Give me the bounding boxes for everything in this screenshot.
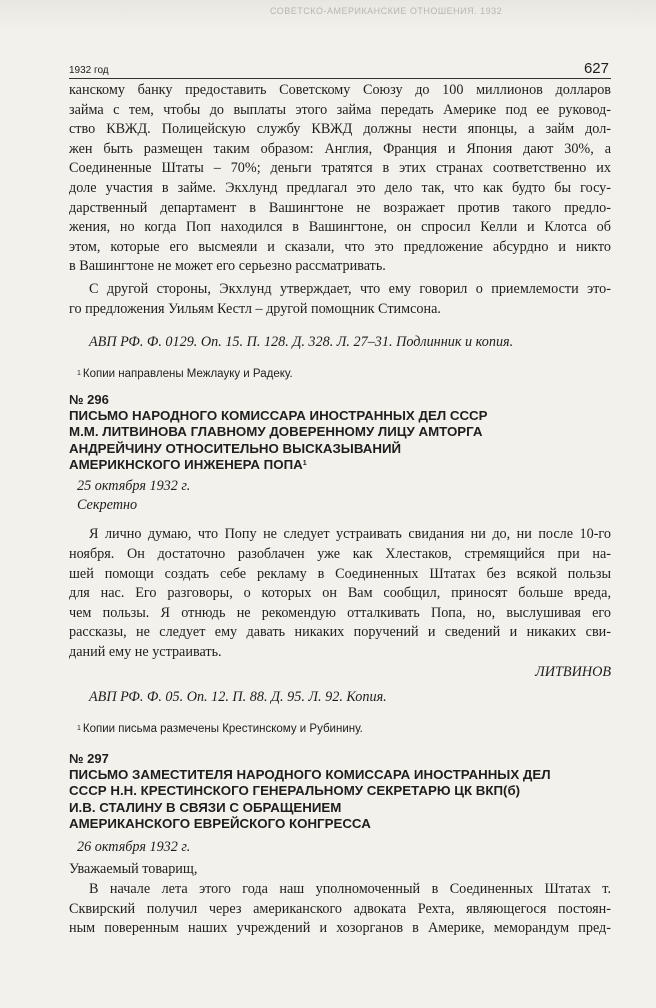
text-line: шей помощи создать себе рекламу в Соединенных Штатах без всякой пользы xyxy=(69,565,611,582)
title-line xyxy=(69,457,611,473)
text-line: ство КВЖД. Полицейскую службу КВЖД должны нести японцы, а займ дол- xyxy=(69,121,611,138)
text-line: дарственный департамент в Вашингтоне не возражает против такого предло- xyxy=(69,199,611,216)
document-number: № 296 xyxy=(69,391,109,407)
letter-body xyxy=(69,525,611,662)
paragraph xyxy=(69,280,611,319)
letter-body xyxy=(69,880,611,939)
footnote-text: Копии направлены Межлауку и Радеку. xyxy=(82,367,293,380)
footnote xyxy=(69,722,611,737)
text-line: даний ему не устраивать. xyxy=(69,643,222,660)
title-line: ПИСЬМО ЗАМЕСТИТЕЛЯ НАРОДНОГО КОМИССАРА ИНОСТРАННЫХ ДЕЛ xyxy=(69,766,551,782)
title-line: И.В. СТАЛИНУ В СВЯЗИ С ОБРАЩЕНИЕМ xyxy=(69,799,342,815)
title-line: АНДРЕЙЧИНУ ОТНОСИТЕЛЬНО ВЫСКАЗЫВАНИЙ xyxy=(69,440,402,456)
page-number: 627 xyxy=(583,60,609,77)
text-line: жения, но когда Поп находился в Вашингтоне, он спросил Келли и Клотса об xyxy=(69,219,611,236)
document-date: 26 октября 1932 г. xyxy=(77,839,191,856)
text-line: этом, которые его высмеяли и сказали, что это предложение абсурдно и никто xyxy=(69,238,611,255)
continued-paragraph xyxy=(69,81,611,277)
text-line: канскому банку предоставить Советскому Союзу до 100 миллионов долларов xyxy=(69,82,611,98)
page-content xyxy=(69,81,611,939)
text-line: С другой стороны, Экхлунд утверждает, что ему говорил о приемлемости это- xyxy=(89,280,611,297)
header-year: 1932 год xyxy=(69,65,109,76)
title-line: ПИСЬМО НАРОДНОГО КОМИССАРА ИНОСТРАННЫХ ДЕЛ СССР xyxy=(69,407,488,423)
text-line: рассказы, не следует ему давать никаких поручений и сведений и никаких сви- xyxy=(69,624,611,641)
text-line: В начале лета этого года наш уполномоченный в Соединенных Штатах т. xyxy=(89,880,611,897)
document-classification: Секретно xyxy=(77,497,138,514)
text-line: ноября. Он достаточно разоблачен уже как Хлестаков, стремящийся при на- xyxy=(69,545,611,562)
text-line: чем пользы. Я отнюдь не рекомендую отталкивать Попа, но, выслушивая его xyxy=(69,604,611,621)
title-line: СССР Н.Н. КРЕСТИНСКОГО ГЕНЕРАЛЬНОМУ СЕКРЕТАРЮ ЦК ВКП(б) xyxy=(69,783,521,799)
text-line: Соединенные Штаты – 70%; деньги тратятся в этих странах соответственно их xyxy=(69,160,611,177)
signature: ЛИТВИНОВ xyxy=(535,663,611,680)
text-line: жен быть размещен таким образом: Англия, Франция и Япония дают 30%, а xyxy=(69,140,611,157)
document-date: 25 октября 1932 г. xyxy=(77,478,191,495)
text-line: займа с тем, чтобы до выплаты этого займа передать Америке под ее руковод- xyxy=(69,101,611,118)
bleed-text: СОВЕТСКО-АМЕРИКАНСКИЕ ОТНОШЕНИЯ. 1932 xyxy=(270,6,503,16)
document-title xyxy=(69,767,611,833)
archive-citation: АВП РФ. Ф. 0129. Оп. 15. П. 128. Д. 328. Л. 27–31. Подлинник и копия. xyxy=(89,334,514,351)
text-line: Я лично думаю, что Попу не следует устраивать свидания ни до, ни после 10-го xyxy=(89,526,611,543)
text-line: в Вашингтоне не может его серьезно рассматривать. xyxy=(69,258,386,275)
footnote-text: Копии письма размечены Крестинскому и Рубинину. xyxy=(82,722,363,735)
footnote-mark: 1 xyxy=(302,459,307,467)
running-header xyxy=(69,60,611,79)
archive-citation: АВП РФ. Ф. 05. Оп. 12. П. 88. Д. 95. Л. 92. Копия. xyxy=(89,689,387,706)
footnote xyxy=(69,367,611,382)
salutation: Уважаемый товарищ, xyxy=(69,861,198,878)
text-line: го предложения Уильям Кестл – другой помощник Стимсона. xyxy=(69,300,441,317)
text-line: доле участия в займе. Экхлунд предлагал это дело так, что как будто бы госу- xyxy=(69,179,611,196)
title-line-text: АМЕРИКНСКОГО ИНЖЕНЕРА ПОПА xyxy=(69,456,303,472)
text-line: ным поверенным наших учреждений и хозорганов в Америке, меморандум пред- xyxy=(69,920,611,937)
title-line: АМЕРИКАНСКОГО ЕВРЕЙСКОГО КОНГРЕССА xyxy=(69,815,371,831)
footnote-mark: 1 xyxy=(77,369,81,377)
title-line: М.М. ЛИТВИНОВА ГЛАВНОМУ ДОВЕРЕННОМУ ЛИЦУ АМТОРГА xyxy=(69,424,483,440)
footnote-mark: 1 xyxy=(77,724,81,732)
document-number: № 297 xyxy=(69,750,109,766)
facing-page-bleed xyxy=(0,0,656,30)
text-line: Сквирский получил через американского адвоката Рехта, являющегося постоян- xyxy=(69,900,611,917)
text-line: для нас. Его разговоры, о которых он Вам сообщил, приносят больше вреда, xyxy=(69,585,611,602)
document-title xyxy=(69,408,611,474)
